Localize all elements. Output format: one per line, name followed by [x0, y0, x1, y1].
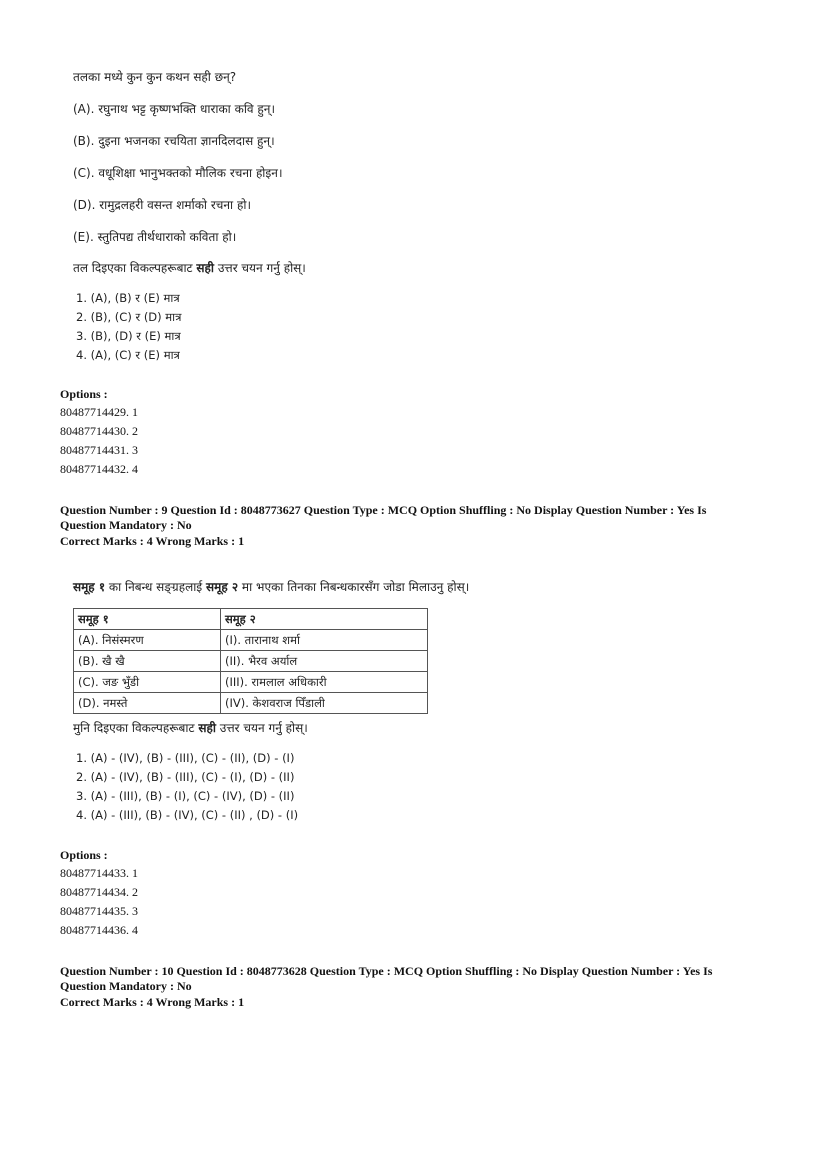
table-cell: (I). तारानाथ शर्मा	[221, 630, 428, 651]
table-header-group2: समूह २	[221, 609, 428, 630]
table-row	[74, 672, 428, 693]
q8-statement-e: (E). स्तुतिपद्य तीर्थधाराको कविता हो।	[73, 230, 237, 244]
q8-choice-2: 2. (B), (C) र (D) मात्र	[76, 310, 182, 324]
table-cell: (B). खै खै	[74, 651, 221, 672]
q8-stem: तलका मध्ये कुन कुन कथन सही छन्?	[73, 70, 237, 84]
table-row	[74, 693, 428, 714]
table-cell: (II). भैरव अर्याल	[221, 651, 428, 672]
q8-choice-1: 1. (A), (B) र (E) मात्र	[76, 291, 180, 305]
q10-header-line2: Question Mandatory : No	[60, 979, 192, 993]
q8-option-1: 80487714429. 1	[60, 405, 138, 419]
q8-choice-3: 3. (B), (D) र (E) मात्र	[76, 329, 181, 343]
table-cell: (A). निसंस्मरण	[74, 630, 221, 651]
q9-choice-3: 3. (A) - (III), (B) - (I), (C) - (IV), (D) - (II)	[76, 789, 295, 803]
q9-options-label: Options :	[60, 848, 108, 862]
table-row	[74, 630, 428, 651]
q8-option-3: 80487714431. 3	[60, 443, 138, 457]
q9-instruction: मुनि दिइएका विकल्पहरूबाट सही उत्तर चयन गर्नु होस्।	[73, 721, 308, 735]
q9-stem: समूह १ का निबन्ध सङ्ग्रहलाई समूह २ मा भएका तिनका निबन्धकारसँग जोडा मिलाउनु होस्।	[73, 580, 470, 594]
table-cell: (C). जङ भुँडी	[74, 672, 221, 693]
q8-instruction: तल दिइएका विकल्पहरूबाट सही उत्तर चयन गर्नु होस्।	[73, 261, 306, 275]
q9-option-4: 80487714436. 4	[60, 923, 138, 937]
table-cell: (D). नमस्ते	[74, 693, 221, 714]
q8-statement-c: (C). वधूशिक्षा भानुभक्तको मौलिक रचना होइन।	[73, 166, 283, 180]
table-header-group1: समूह १	[74, 609, 221, 630]
q9-marks: Correct Marks : 4 Wrong Marks : 1	[60, 534, 245, 548]
q9-option-3: 80487714435. 3	[60, 904, 138, 918]
q9-choice-4: 4. (A) - (III), (B) - (IV), (C) - (II) , (D) - (I)	[76, 808, 299, 822]
q8-option-2: 80487714430. 2	[60, 424, 138, 438]
q9-header-line2: Question Mandatory : No	[60, 518, 192, 532]
q8-option-4: 80487714432. 4	[60, 462, 138, 476]
q9-choice-2: 2. (A) - (IV), (B) - (III), (C) - (I), (D) - (II)	[76, 770, 295, 784]
table-cell: (III). रामलाल अधिकारी	[221, 672, 428, 693]
q9-option-1: 80487714433. 1	[60, 866, 138, 880]
q10-header-line1: Question Number : 10 Question Id : 8048773628 Question Type : MCQ Option Shuffling : No Display Question Number : Yes Is	[60, 964, 713, 978]
q9-match-table	[73, 608, 428, 714]
q9-option-2: 80487714434. 2	[60, 885, 138, 899]
q8-statement-d: (D). रामुद्रलहरी वसन्त शर्माको रचना हो।	[73, 198, 251, 212]
q10-marks: Correct Marks : 4 Wrong Marks : 1	[60, 995, 245, 1009]
q8-statement-b: (B). दुइना भजनका रचयिता ज्ञानदिलदास हुन्।	[73, 134, 275, 148]
table-header-row	[74, 609, 428, 630]
q8-options-label: Options :	[60, 387, 108, 401]
table-row	[74, 651, 428, 672]
q8-statement-a: (A). रघुनाथ भट्ट कृष्णभक्ति धाराका कवि हुन्।	[73, 102, 275, 116]
q9-header-line1: Question Number : 9 Question Id : 8048773627 Question Type : MCQ Option Shuffling : No Display Question Number : Yes Is	[60, 503, 707, 517]
q8-choice-4: 4. (A), (C) र (E) मात्र	[76, 348, 180, 362]
table-cell: (IV). केशवराज पिँडाली	[221, 693, 428, 714]
q9-choice-1: 1. (A) - (IV), (B) - (III), (C) - (II), (D) - (I)	[76, 751, 295, 765]
